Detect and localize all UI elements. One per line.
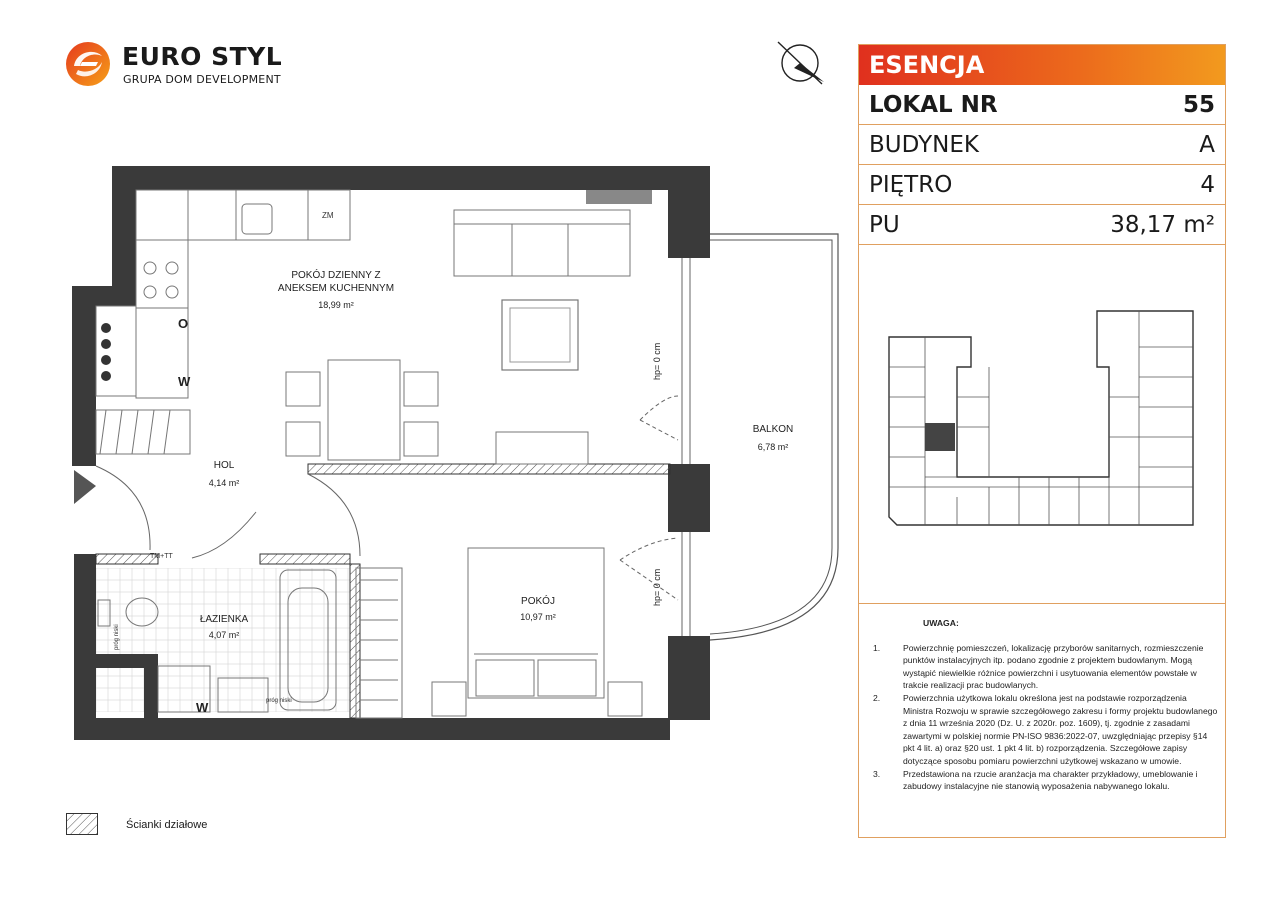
room-name: HOL	[213, 460, 235, 471]
notes-section	[873, 617, 1218, 793]
room-area: 18,99 m²	[318, 300, 354, 310]
wardrobe	[356, 568, 402, 718]
building-key-plan	[859, 247, 1225, 604]
note-number: 2.	[873, 692, 881, 703]
row-value: 38,17 m²	[1110, 211, 1215, 238]
brand-subtitle: GRUPA DOM DEVELOPMENT	[123, 73, 281, 86]
coffee-table	[502, 300, 578, 370]
w-label: W	[178, 374, 191, 389]
floor-row	[859, 165, 1225, 205]
floor-plan	[60, 160, 794, 760]
tmtt-label: TM+TT	[150, 553, 173, 560]
bed	[432, 548, 642, 716]
room-name: POKÓJ DZIENNY Z	[291, 270, 381, 281]
usable-area-row	[859, 205, 1225, 245]
kitchen-unit	[136, 190, 350, 398]
windows	[682, 258, 690, 636]
coffee-table-inner	[510, 308, 570, 362]
note-text: Przedstawiona na rzucie aranżacja ma charakter przykładowy, umeblowanie i zabudowy instalacyjne nie stanowią wyposażenia nabywanego lokalu.	[903, 768, 1198, 792]
installation-points	[101, 323, 111, 381]
note-number: 3.	[873, 768, 881, 779]
room-name: POKÓJ	[521, 596, 555, 607]
room-area: 4,14 m²	[208, 478, 240, 488]
row-label: PU	[869, 211, 900, 238]
unit-number-row	[859, 85, 1225, 125]
partition-wall	[308, 464, 670, 474]
threshold-height: hp= 0 cm	[652, 568, 662, 606]
note-item	[873, 768, 1218, 793]
zm-label: ZM	[322, 211, 334, 220]
partition-wall	[350, 564, 360, 718]
prog-label: próg niski	[266, 698, 292, 704]
row-label: LOKAL NR	[869, 91, 998, 118]
building-row	[859, 125, 1225, 165]
balcony-outline-inner	[710, 240, 832, 634]
note-text: Powierzchnię pomieszczeń, lokalizację przyborów sanitarnych, rozmieszczenie punktów instalacyjnych itp. podano zgodnie z projektem budowlanym. Mogą wystąpić niewielkie różnice powierzchni i usytuowania elementów powstałe w trakcie realizacji prac budowlanych.	[903, 642, 1204, 691]
room-name: ANEKSEM KUCHENNYM	[277, 283, 395, 294]
eurostyl-logo-icon	[64, 40, 112, 88]
brand-logo	[64, 40, 294, 90]
unit-info-panel	[858, 44, 1226, 838]
room-name: ŁAZIENKA	[199, 614, 249, 625]
room-area: 10,97 m²	[520, 612, 556, 622]
note-item	[873, 692, 1218, 768]
row-label: PIĘTRO	[869, 171, 953, 198]
note-number: 1.	[873, 642, 881, 653]
partition-wall	[96, 554, 158, 564]
threshold-height: hp= 0 cm	[652, 342, 662, 380]
bathroom-tiles	[96, 568, 350, 712]
dining-set	[286, 360, 588, 464]
north-arrow-icon	[772, 40, 828, 86]
w-label: W	[196, 700, 209, 715]
highlighted-unit	[925, 423, 955, 451]
prog-label: próg niski	[114, 624, 120, 650]
entry-door-swing	[96, 466, 150, 550]
note-text: Powierzchnia użytkowa lokalu określona jest na podstawie rozporządzenia Ministra Rozwoju w sprawie szczegółowego zakresu i formy projektu budowlanego z dnia 11 września 2020 (Dz. U. z 2020r. poz. 1609), tj. zgodnie z zasadami zawartymi w polskiej normie PN-ISO 9836:2022-07, uwzględniając przepisy §14 pkt 4 lit. a) oraz §20 ust. 1 pkt 4 lit. b) rozporządzenia. Szczegółowe zapisy dotyczące sposobu pomiaru powierzchni użytkowej wskazano w umowie.	[903, 692, 1218, 766]
brand-name: EURO STYL	[122, 42, 283, 71]
legend-label: Ścianki działowe	[126, 819, 208, 831]
room-area: 4,07 m²	[208, 630, 240, 640]
row-value: A	[1199, 131, 1215, 158]
room-area: 6,78 m²	[757, 442, 789, 452]
row-label: BUDYNEK	[869, 131, 979, 158]
entry-arrow-icon	[74, 470, 96, 504]
partition-wall	[260, 554, 350, 564]
row-value: 4	[1200, 171, 1215, 198]
investment-name: ESENCJA	[859, 45, 1225, 85]
tv-unit	[586, 190, 652, 204]
note-item	[873, 642, 1218, 692]
o-label: O	[178, 316, 189, 331]
row-value: 55	[1182, 91, 1215, 118]
balcony-outline	[710, 234, 838, 640]
notes-title: UWAGA:	[923, 618, 959, 628]
room-name: BALKON	[752, 424, 794, 435]
partition-hatch-swatch	[66, 813, 98, 835]
sofa	[454, 210, 630, 276]
